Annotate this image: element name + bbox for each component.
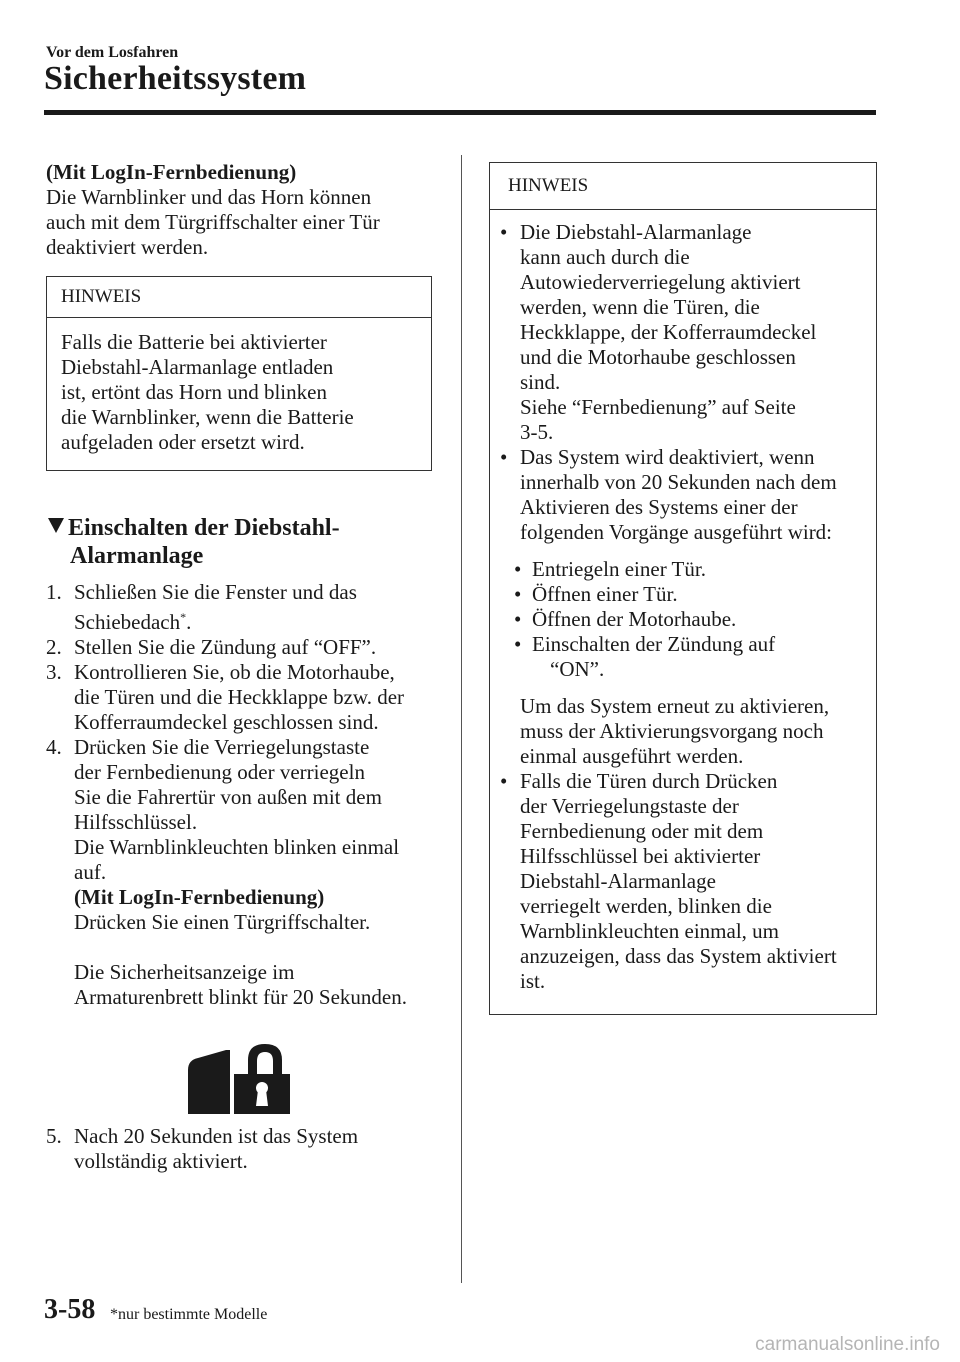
note-sub-bullet [490, 582, 868, 607]
step-4 [46, 735, 446, 1010]
step-line: Drücken Sie einen Türgriffschalter. [74, 910, 371, 934]
footnote-marker: * [180, 610, 187, 624]
bullet-dot: • [514, 632, 522, 656]
step-line: Die Sicherheitsanzeige im [74, 960, 295, 984]
watermark: carmanualsonline.info [755, 1334, 940, 1355]
bullet-dot: • [500, 445, 508, 469]
spacer [74, 935, 446, 960]
page-title: Sicherheitssystem [44, 60, 307, 97]
note-line: Hilfsschlüssel bei aktivierter [520, 844, 761, 868]
step-3 [46, 660, 446, 735]
title-rule [44, 110, 876, 115]
step-line: vollständig aktiviert. [74, 1149, 248, 1173]
intro-heading: (Mit LogIn-Fernbedienung) [46, 160, 297, 184]
note-line: und die Motorhaube geschlossen [520, 345, 796, 369]
step-text: Schiebedach [74, 610, 181, 634]
note-line: Siehe “Fernbedienung” auf Seite [520, 395, 796, 419]
bullet-dot: • [514, 582, 522, 606]
note-line: Diebstahl-Alarmanlage entladen [61, 355, 334, 379]
step-line: Armaturenbrett blinkt für 20 Sekunden. [74, 985, 408, 1009]
heading-line: Alarmanlage [70, 543, 204, 569]
step-line: Schließen Sie die Fenster und das [74, 580, 357, 604]
bullet-dot: • [500, 769, 508, 793]
intro-line: Die Warnblinker und das Horn können [46, 185, 372, 209]
note-line: anzuzeigen, dass das System aktiviert [520, 944, 837, 968]
step-line: Kontrollieren Sie, ob die Motorhaube, [74, 660, 395, 684]
note-line: Öffnen der Motorhaube. [532, 607, 737, 631]
note-line: aufgeladen oder ersetzt wird. [61, 430, 305, 454]
note-line: Autowiederverriegelung aktiviert [520, 270, 801, 294]
note-line: Falls die Batterie bei aktivierter [61, 330, 327, 354]
note-line: Einschalten der Zündung auf [532, 632, 776, 656]
page-number: 3-58 [44, 1294, 96, 1325]
note-sub-bullet [490, 557, 868, 582]
triangle-marker-icon [48, 518, 64, 533]
step-number: 1. [46, 580, 62, 604]
note-line: innerhalb von 20 Sekunden nach dem [520, 470, 837, 494]
note-box-alarm [489, 162, 877, 1015]
note-line: ist. [520, 969, 546, 993]
step-line: Stellen Sie die Zündung auf “OFF”. [74, 635, 377, 659]
step-list [46, 580, 446, 1010]
note-line: “ON”. [550, 657, 605, 681]
intro-line: auch mit dem Türgriffschalter einer Tür [46, 210, 380, 234]
step-2 [46, 635, 446, 660]
note-line: Warnblinkleuchten einmal, um [520, 919, 779, 943]
note-line: Entriegeln einer Tür. [532, 557, 706, 581]
note-line: Heckklappe, der Kofferraumdeckel [520, 320, 817, 344]
spacer [490, 545, 868, 557]
note-line: folgenden Vorgänge ausgeführt wird: [520, 520, 833, 544]
note-line: Diebstahl-Alarmanlage [520, 869, 716, 893]
step-line: Hilfsschlüssel. [74, 810, 198, 834]
note-line: einmal ausgeführt werden. [520, 744, 744, 768]
note-bullet-continuation [490, 694, 868, 769]
column-divider [461, 155, 462, 1283]
note-line: muss der Aktivierungsvorgang noch [520, 719, 824, 743]
note-line: Öffnen einer Tür. [532, 582, 678, 606]
step-line: Sie die Fahrertür von außen mit dem [74, 785, 382, 809]
section-label: Vor dem Losfahren [46, 44, 179, 61]
note-line: Das System wird deaktiviert, wenn [520, 445, 815, 469]
step-number: 5. [46, 1124, 62, 1148]
step-line: Die Warnblinkleuchten blinken einmal [74, 835, 400, 859]
step-line: Nach 20 Sekunden ist das System [74, 1124, 359, 1148]
step-number: 2. [46, 635, 62, 659]
note-line: Falls die Türen durch Drücken [520, 769, 778, 793]
step-number: 3. [46, 660, 62, 684]
intro-paragraph [46, 160, 436, 260]
note-line: Die Diebstahl-Alarmanlage [520, 220, 752, 244]
note-body [47, 318, 431, 469]
note-bullet [490, 769, 868, 994]
note-line: ist, ertönt das Horn und blinken [61, 380, 327, 404]
bullet-dot: • [514, 607, 522, 631]
step-text: . [186, 610, 192, 634]
step-line: Kofferraumdeckel geschlossen sind. [74, 710, 379, 734]
note-line: verriegelt werden, blinken die [520, 894, 772, 918]
step-5 [46, 1124, 446, 1174]
step-line: der Fernbedienung oder verriegeln [74, 760, 365, 784]
note-line: 3-5. [520, 420, 554, 444]
heading-line: Einschalten der Diebstahl- [68, 515, 340, 541]
section-heading [48, 514, 438, 570]
note-sub-bullet [490, 607, 868, 632]
step-line: auf. [74, 860, 107, 884]
note-title: HINWEIS [490, 163, 876, 210]
step-number: 4. [46, 735, 62, 759]
note-body [490, 210, 876, 1004]
step-line [74, 605, 446, 635]
note-line: die Warnblinker, wenn die Batterie [61, 405, 354, 429]
step-1 [46, 580, 446, 635]
bullet-dot: • [500, 220, 508, 244]
spacer [490, 682, 868, 694]
step-sub-heading: (Mit LogIn-Fernbedienung) [74, 885, 325, 909]
step-line: Drücken Sie die Verriegelungstaste [74, 735, 370, 759]
note-title: HINWEIS [47, 277, 431, 318]
intro-line: deaktiviert werden. [46, 235, 209, 259]
note-line: werden, wenn die Türen, die [520, 295, 760, 319]
note-line: Fernbedienung oder mit dem [520, 819, 764, 843]
note-sub-bullet [490, 632, 868, 682]
note-box-battery [46, 276, 432, 471]
note-line: Aktivieren des Systems einer der [520, 495, 798, 519]
note-line: sind. [520, 370, 561, 394]
bullet-dot: • [514, 557, 522, 581]
note-bullet [490, 445, 868, 545]
note-line: kann auch durch die [520, 245, 690, 269]
note-line: der Verriegelungstaste der [520, 794, 739, 818]
security-lock-indicator-icon [186, 1040, 290, 1116]
footnote: *nur bestimmte Modelle [110, 1306, 268, 1323]
note-line: Um das System erneut zu aktivieren, [520, 694, 830, 718]
step-line: die Türen und die Heckklappe bzw. der [74, 685, 405, 709]
note-bullet [490, 220, 868, 445]
